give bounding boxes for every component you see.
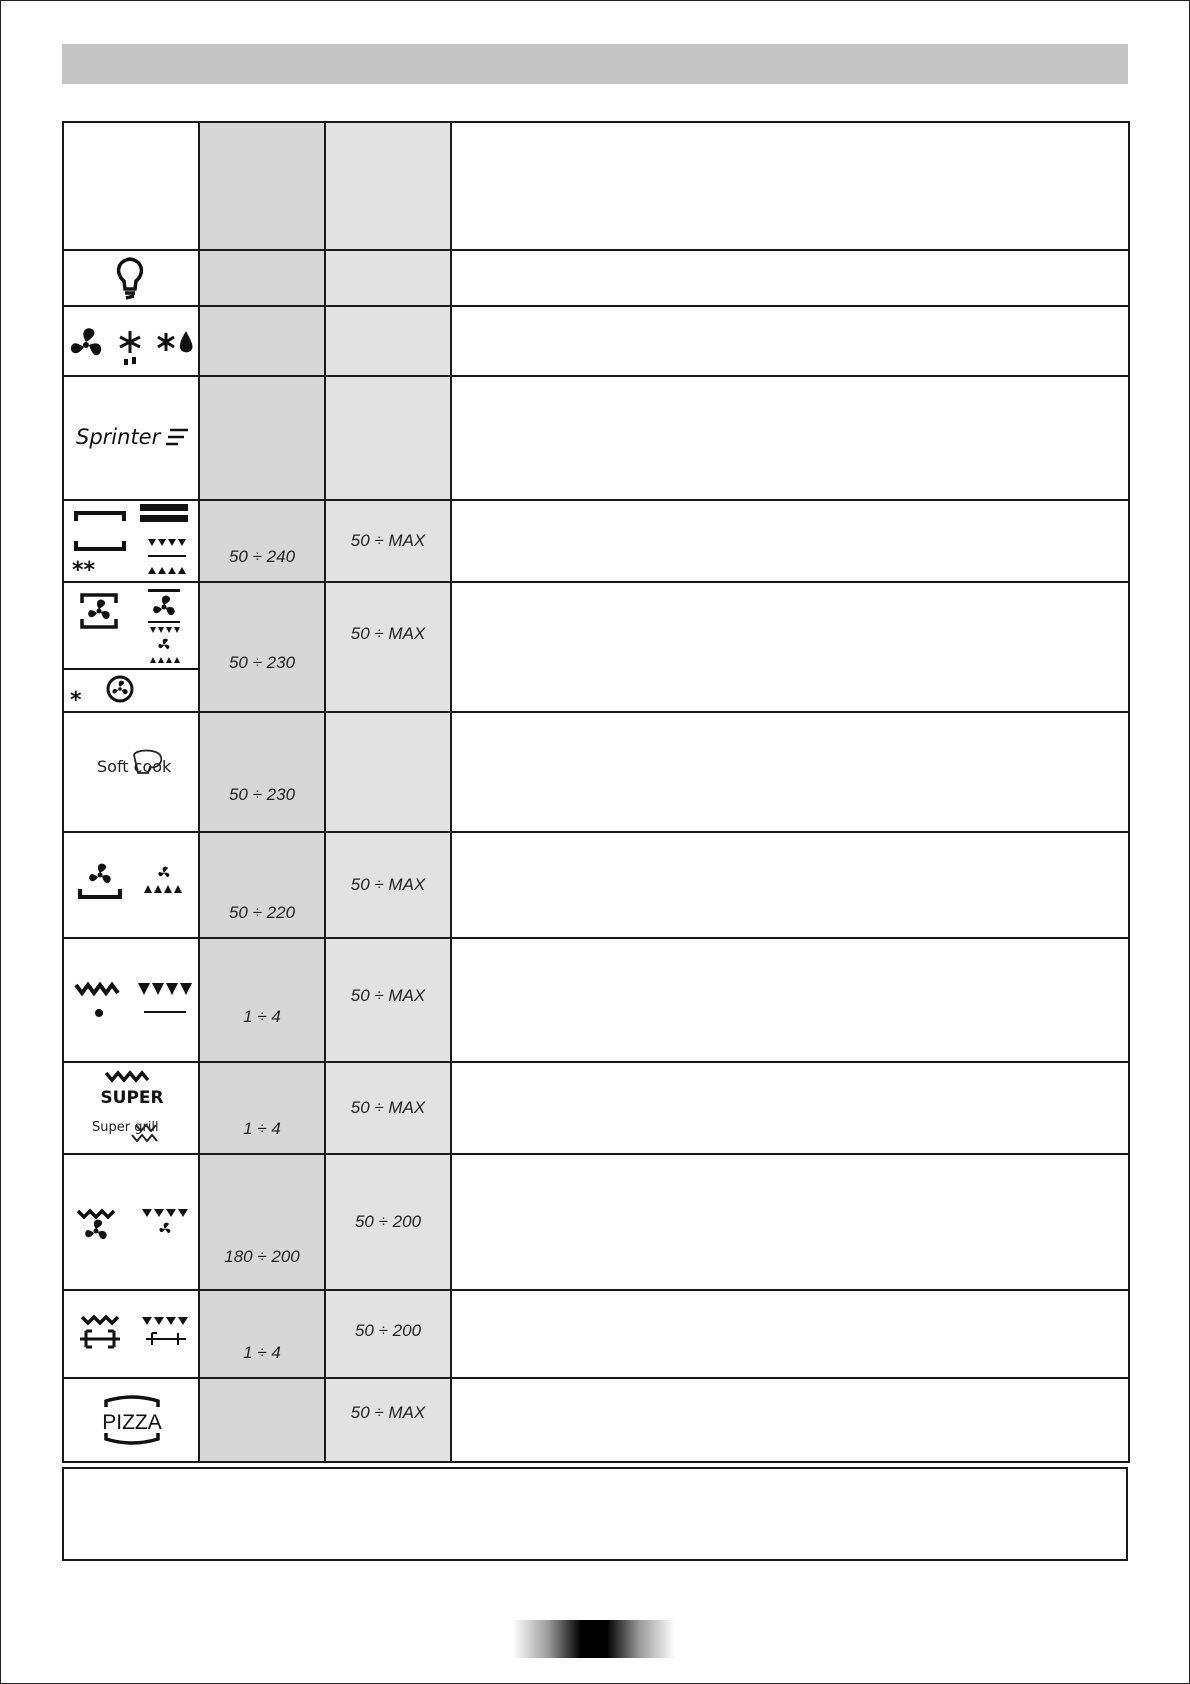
temperature-value: 1 ÷ 4 xyxy=(243,1343,281,1362)
table-row-sprinter xyxy=(63,376,1129,500)
icon-cell xyxy=(63,122,199,250)
temperature-value: 1 ÷ 4 xyxy=(243,1007,281,1026)
icon-cell xyxy=(63,1290,199,1378)
table-row-conventional xyxy=(63,500,1129,582)
svg-text:SUPER: SUPER xyxy=(100,1088,164,1108)
temperature-cell xyxy=(199,1154,325,1290)
description-cell xyxy=(451,306,1129,376)
table-row-rotisserie xyxy=(63,1290,1129,1378)
range-cell xyxy=(325,376,451,500)
range-cell xyxy=(325,500,451,582)
range-value: 50 ÷ MAX xyxy=(350,1098,426,1117)
description-cell xyxy=(451,832,1129,938)
description-cell xyxy=(451,1378,1129,1462)
fan-ring-heat-icon xyxy=(82,595,116,627)
range-cell xyxy=(325,306,451,376)
temperature-cell xyxy=(199,712,325,832)
temperature-value: 1 ÷ 4 xyxy=(243,1119,281,1138)
range-value: 50 ÷ 200 xyxy=(354,1321,422,1341)
table-row-header xyxy=(63,122,1129,250)
temperature-cell xyxy=(199,1378,325,1462)
grill-alt-icon xyxy=(138,983,192,1013)
fan-circle-icon xyxy=(108,677,132,701)
range-cell xyxy=(325,1154,451,1290)
icon-cell xyxy=(63,1154,199,1290)
grill-icon xyxy=(76,985,118,1017)
temperature-cell xyxy=(199,500,325,582)
temperature-cell xyxy=(199,376,325,500)
temperature-value: 50 ÷ 220 xyxy=(228,903,296,922)
super-grill-icon xyxy=(100,1073,163,1108)
range-cell xyxy=(325,582,451,712)
fan-grill-icon xyxy=(78,1211,114,1239)
footnote-marker: ** xyxy=(72,558,96,581)
fan-bottom-heat-alt-icon xyxy=(144,867,182,893)
range-value: 50 ÷ MAX xyxy=(350,986,426,1006)
range-cell xyxy=(325,832,451,938)
lamp-icon xyxy=(119,259,142,298)
top-bottom-heat-icon xyxy=(76,513,124,549)
footnote-box xyxy=(62,1467,1128,1561)
table-row-fan-grill xyxy=(63,1154,1129,1290)
range-cell xyxy=(325,1290,451,1378)
rotisserie-alt-icon xyxy=(142,1317,188,1345)
svg-text:PIZZA: PIZZA xyxy=(102,1411,162,1434)
temperature-cell xyxy=(199,832,325,938)
description-cell xyxy=(451,376,1129,500)
table-row-soft-cook xyxy=(63,712,1129,832)
description-cell xyxy=(451,712,1129,832)
range-cell xyxy=(325,938,451,1062)
top-bottom-heat-alt-icon xyxy=(140,504,188,574)
temperature-cell xyxy=(199,250,325,306)
temperature-cell xyxy=(199,1290,325,1378)
rotisserie-icon xyxy=(80,1317,120,1347)
temperature-cell xyxy=(199,582,325,712)
range-value: 50 ÷ MAX xyxy=(350,531,426,550)
icon-cell xyxy=(63,938,199,1062)
range-cell xyxy=(325,1378,451,1462)
range-value: 50 ÷ 200 xyxy=(354,1212,422,1231)
description-cell xyxy=(451,582,1129,712)
icon-cell xyxy=(63,1378,199,1462)
description-cell xyxy=(451,500,1129,582)
table-row-fan-bottom xyxy=(63,832,1129,938)
table-row-grill xyxy=(63,938,1129,1062)
table-row-fan-oven xyxy=(63,582,1129,712)
description-cell xyxy=(451,938,1129,1062)
icon-cell xyxy=(63,306,199,376)
oven-functions-table xyxy=(62,121,1130,1463)
page-number-tab xyxy=(513,1620,675,1658)
svg-text:Sprinter: Sprinter xyxy=(76,425,161,449)
description-header-cell xyxy=(451,122,1129,250)
svg-text:Soft cook: Soft cook xyxy=(97,757,172,776)
temperature-value: 50 ÷ 230 xyxy=(228,653,296,672)
description-cell xyxy=(451,1062,1129,1154)
defrost-drop-icon xyxy=(158,331,193,352)
range-value: 50 ÷ MAX xyxy=(350,875,426,894)
icon-cell xyxy=(63,582,199,712)
table-row-defrost xyxy=(63,306,1129,376)
header-bar xyxy=(62,44,1128,84)
description-cell xyxy=(451,250,1129,306)
icon-cell xyxy=(63,1062,199,1154)
icon-cell xyxy=(63,500,199,582)
svg-text:Super grill: Super grill xyxy=(92,1120,159,1135)
icon-cell xyxy=(63,376,199,500)
icon-cell xyxy=(63,250,199,306)
temperature-cell xyxy=(199,1062,325,1154)
footnote-marker: * xyxy=(70,688,82,711)
range-value: 50 ÷ MAX xyxy=(350,1403,426,1423)
range-cell xyxy=(325,712,451,832)
super-grill-alt-icon xyxy=(92,1120,159,1141)
range-header-cell xyxy=(325,122,451,250)
temperature-value: 50 ÷ 230 xyxy=(228,785,296,804)
table-row-pizza xyxy=(63,1378,1129,1462)
range-cell xyxy=(325,250,451,306)
soft-cook-icon xyxy=(97,751,172,777)
description-cell xyxy=(451,1290,1129,1378)
range-cell xyxy=(325,1062,451,1154)
range-value: 50 ÷ MAX xyxy=(350,624,426,644)
description-cell xyxy=(451,1154,1129,1290)
icon-cell xyxy=(63,712,199,832)
fan-ring-heat-alt-icon xyxy=(148,589,180,663)
fan-grill-alt-icon xyxy=(142,1209,188,1233)
temperature-value: 180 ÷ 200 xyxy=(224,1247,300,1266)
table-row-super-grill xyxy=(63,1062,1129,1154)
fan-bottom-heat-icon xyxy=(80,864,120,897)
icon-cell xyxy=(63,832,199,938)
sprinter-icon xyxy=(76,425,188,449)
pizza-icon xyxy=(102,1397,162,1443)
temperature-cell xyxy=(199,938,325,1062)
defrost-icon xyxy=(120,331,140,365)
temperature-header-cell xyxy=(199,122,325,250)
temperature-cell xyxy=(199,306,325,376)
temperature-value: 50 ÷ 240 xyxy=(228,547,296,566)
fan-icon xyxy=(71,328,101,355)
table-row-lamp xyxy=(63,250,1129,306)
